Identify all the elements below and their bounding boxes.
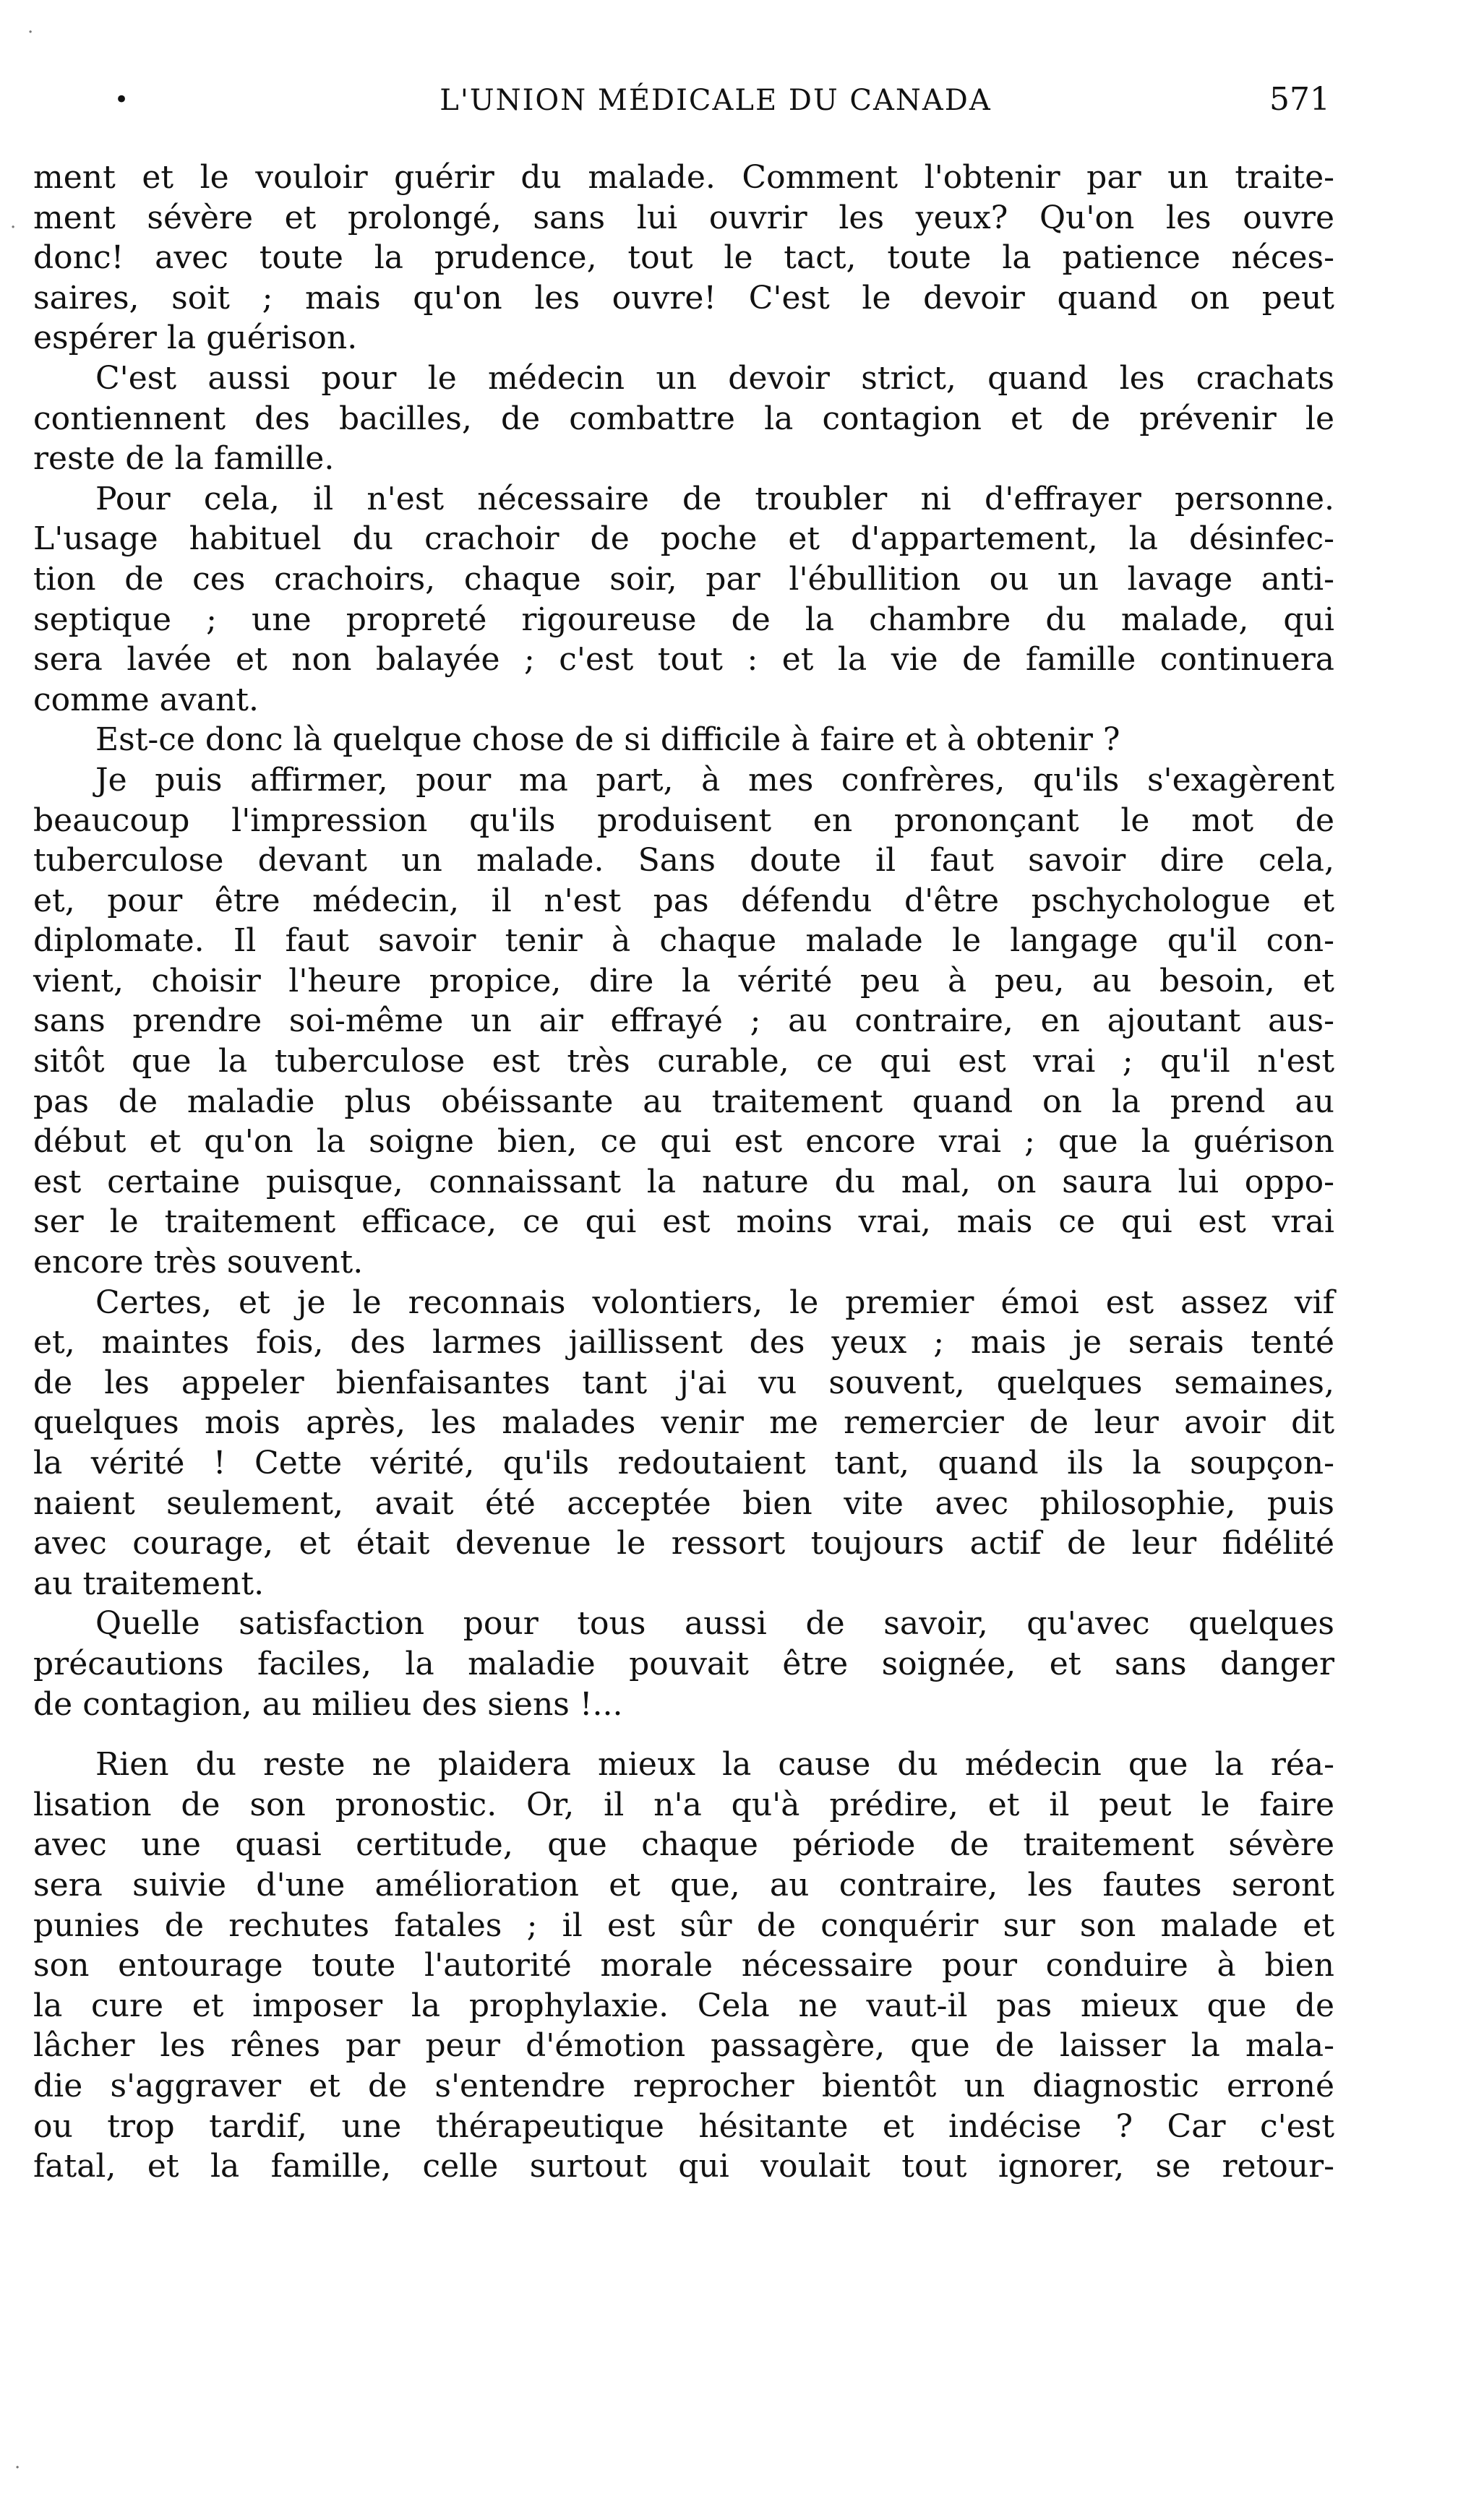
text-line: ment et le vouloir guérir du malade. Comment l'obtenir par un traite- — [33, 159, 1334, 196]
paragraph — [33, 1604, 1334, 1724]
text-line: est certaine puisque, connaissant la nature du mal, on saura lui oppo- — [33, 1163, 1334, 1200]
paragraph — [33, 158, 1334, 358]
text-line: fatal, et la famille, celle surtout qui voulait tout ignorer, se retour- — [33, 2148, 1334, 2185]
text-line: avec une quasi certitude, que chaque période de traitement sévère — [33, 1826, 1334, 1864]
text-line: quelques mois après, les malades venir me remercier de leur avoir dit — [33, 1404, 1334, 1442]
text-line: et, pour être médecin, il n'est pas défendu d'être pschychologue et — [33, 882, 1334, 919]
text-line: Je puis affirmer, pour ma part, à mes confrères, qu'ils s'exagèrent — [95, 761, 1334, 799]
text-line: et, maintes fois, des larmes jaillissent des yeux ; mais je serais tenté — [33, 1324, 1334, 1362]
text-line: vient, choisir l'heure propice, dire la vérité peu à peu, au besoin, et — [33, 962, 1334, 999]
text-line: tuberculose devant un malade. Sans doute il faut savoir dire cela, — [33, 842, 1334, 880]
text-line: Rien du reste ne plaidera mieux la cause du médecin que la réa- — [95, 1746, 1334, 1784]
text-line: punies de rechutes fatales ; il est sûr de conquérir sur son malade et — [33, 1906, 1334, 1944]
text-line: de contagion, au milieu des siens !... — [33, 1685, 623, 1723]
text-line: reste de la famille. — [33, 440, 335, 478]
text-line: sera lavée et non balayée ; c'est tout : et la vie de famille continuera — [33, 641, 1334, 679]
text-line: la vérité ! Cette vérité, qu'ils redoutaient tant, quand ils la soupçon- — [33, 1445, 1334, 1482]
paragraph-gap — [33, 1724, 1334, 1745]
text-line: naient seulement, avait été acceptée bien vite avec philosophie, puis — [33, 1484, 1334, 1522]
text-line: comme avant. — [33, 681, 259, 718]
text-line: beaucoup l'impression qu'ils produisent en prononçant le mot de — [33, 801, 1334, 839]
body-text — [33, 158, 1334, 2187]
text-line: ou trop tardif, une thérapeutique hésitante et indécise ? Car c'est — [33, 2107, 1334, 2145]
scan-speck: · — [10, 217, 17, 238]
text-line: de les appeler bienfaisantes tant j'ai vu souvent, quelques semaines, — [33, 1364, 1334, 1401]
text-line: contiennent des bacilles, de combattre la contagion et de prévenir le — [33, 400, 1334, 437]
text-line: Est-ce donc là quelque chose de si difficile à faire et à obtenir ? — [95, 721, 1120, 759]
text-line: au traitement. — [33, 1565, 265, 1602]
header-bullet: • — [114, 85, 129, 114]
text-line: précautions faciles, la maladie pouvait être soignée, et sans danger — [33, 1645, 1334, 1682]
text-line: encore très souvent. — [33, 1244, 364, 1281]
text-line: sans prendre soi-même un air effrayé ; au contraire, en ajoutant aus- — [33, 1002, 1334, 1040]
paragraph — [33, 358, 1334, 479]
text-line: sitôt que la tuberculose est très curable, ce qui est vrai ; qu'il n'est — [33, 1043, 1334, 1080]
text-line: lisation de son pronostic. Or, il n'a qu'à prédire, et il peut le faire — [33, 1786, 1334, 1823]
scan-speck: · — [14, 2457, 21, 2479]
text-line: Certes, et je le reconnais volontiers, le premier émoi est assez vif — [95, 1283, 1334, 1321]
paragraph — [33, 1745, 1334, 2187]
text-line: pas de maladie plus obéissante au traitement quand on la prend au — [33, 1083, 1334, 1120]
paragraph — [33, 1283, 1334, 1604]
scan-speck: · — [27, 22, 34, 43]
text-line: la cure et imposer la prophylaxie. Cela ne vaut-il pas mieux que de — [33, 1987, 1334, 2024]
paragraph — [33, 760, 1334, 1283]
text-line: septique ; une propreté rigoureuse de la chambre du malade, qui — [33, 601, 1334, 638]
text-line: Pour cela, il n'est nécessaire de troubler ni d'effrayer personne. — [95, 480, 1334, 517]
text-line: tion de ces crachoirs, chaque soir, par l'ébullition ou un lavage anti- — [33, 560, 1334, 598]
paragraph — [33, 479, 1334, 721]
text-line: espérer la guérison. — [33, 319, 358, 357]
paragraph — [33, 720, 1334, 760]
text-line: sera suivie d'une amélioration et que, au contraire, les fautes seront — [33, 1866, 1334, 1904]
text-line: L'usage habituel du crachoir de poche et d'appartement, la désinfec- — [33, 520, 1334, 558]
text-line: donc! avec toute la prudence, tout le tact, toute la patience néces- — [33, 239, 1334, 277]
text-line: ment sévère et prolongé, sans lui ouvrir les yeux? Qu'on les ouvre — [33, 199, 1334, 236]
text-line: diplomate. Il faut savoir tenir à chaque malade le langage qu'il con- — [33, 922, 1334, 960]
text-line: die s'aggraver et de s'entendre reprocher bientôt un diagnostic erroné — [33, 2067, 1334, 2104]
journal-title: L'UNION MÉDICALE DU CANADA — [439, 84, 992, 117]
text-line: son entourage toute l'autorité morale nécessaire pour conduire à bien — [33, 1947, 1334, 1984]
text-line: lâcher les rênes par peur d'émotion passagère, que de laisser la mala- — [33, 2027, 1334, 2065]
text-line: ser le traitement efficace, ce qui est moins vrai, mais ce qui est vrai — [33, 1203, 1334, 1241]
text-line: C'est aussi pour le médecin un devoir strict, quand les crachats — [95, 359, 1334, 397]
text-line: saires, soit ; mais qu'on les ouvre! C'est le devoir quand on peut — [33, 279, 1334, 317]
text-line: Quelle satisfaction pour tous aussi de savoir, qu'avec quelques — [95, 1605, 1334, 1643]
running-header — [101, 81, 1330, 124]
text-line: avec courage, et était devenue le ressort toujours actif de leur fidélité — [33, 1525, 1334, 1562]
page-number: 571 — [1269, 81, 1330, 118]
text-line: début et qu'on la soigne bien, ce qui est encore vrai ; que la guérison — [33, 1123, 1334, 1161]
